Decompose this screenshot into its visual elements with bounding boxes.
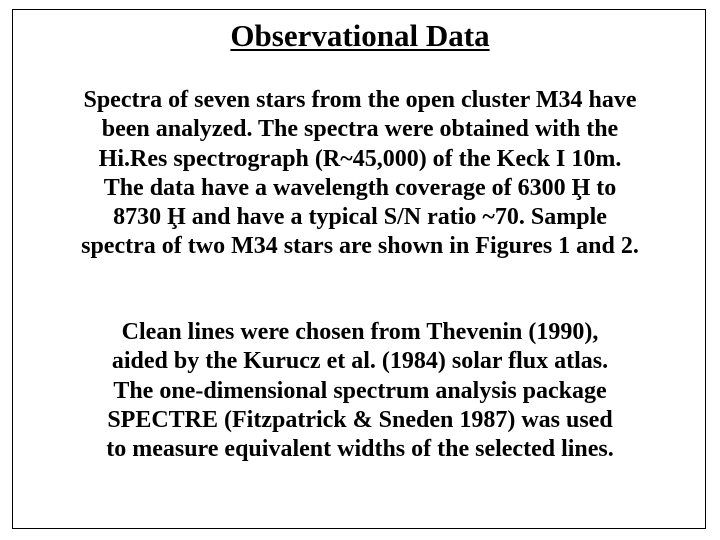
paragraph-line: aided by the Kurucz et al. (1984) solar flux atlas. (111, 348, 609, 375)
paragraph-line: 8730 Ḩ and have a typical S/N ratio ~70. Sample (113, 204, 607, 231)
paragraph-line: The data have a wavelength coverage of 6300 Ḩ to (103, 174, 617, 201)
paragraph-analysis (14, 318, 706, 464)
paragraph-line: Clean lines were chosen from Thevenin (1990), (121, 319, 599, 345)
paragraph-line: SPECTRE (Fitzpatrick & Sneden 1987) was used (107, 406, 613, 433)
paragraph-line: The one-dimensional spectrum analysis package (113, 377, 607, 404)
paragraph-line: Hi.Res spectrograph (R~45,000) of the Keck I 10m. (98, 145, 622, 172)
paragraph-line: Spectra of seven stars from the open cluster M34 have (83, 87, 637, 113)
paragraph-line: spectra of two M34 stars are shown in Figures 1 and 2. (81, 233, 639, 260)
paragraph-observations (14, 86, 706, 262)
slide-title: Observational Data (230, 18, 490, 53)
paragraph-line: to measure equivalent widths of the selected lines. (106, 436, 614, 463)
paragraph-line: been analyzed. The spectra were obtained with the (101, 116, 619, 143)
